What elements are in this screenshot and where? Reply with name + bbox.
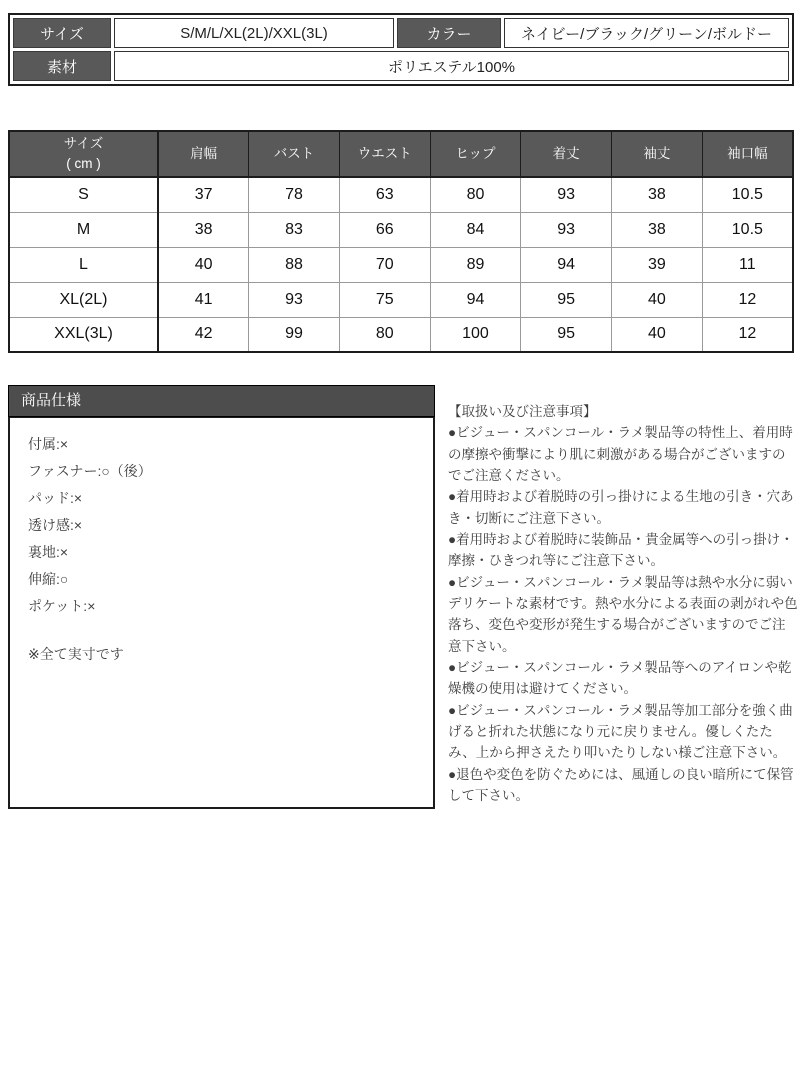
measure-cell: 89 [430, 247, 521, 282]
handling-note-item: ●退色や変色を防ぐためには、風通しの良い暗所にて保管して下さい。 [448, 766, 794, 803]
corner-header-unit: ( cm ) [66, 156, 101, 171]
table-row [9, 212, 793, 247]
size-value-cell: S/M/L/XL(2L)/XXL(3L) [114, 18, 394, 48]
measure-cell: 93 [521, 212, 612, 247]
spec-measurement-note: ※全て実寸です [28, 646, 124, 662]
handling-note-item: ●ビジュー・スパンコール・ラメ製品等へのアイロンや乾燥機の使用は避けてください。 [448, 659, 792, 697]
measure-cell: 40 [158, 247, 249, 282]
measure-cell: 80 [430, 177, 521, 212]
measure-cell: 10.5 [702, 177, 793, 212]
measure-cell: 42 [158, 317, 249, 352]
measure-cell: 75 [339, 282, 430, 317]
handling-note-item: ●ビジュー・スパンコール・ラメ製品等加工部分を強く曲げると折れた状態になり元に戻りません。優しくたたみ、上から押さえたり叩いたりしない様ご注意下さい。 [448, 702, 793, 761]
color-value-cell: ネイビー/ブラック/グリーン/ボルドー [504, 18, 789, 48]
column-header-cuff: 袖口幅 [702, 131, 793, 177]
measure-cell: 94 [430, 282, 521, 317]
handling-notes [448, 401, 798, 806]
size-chart-table [8, 130, 794, 353]
size-name-cell: XL(2L) [9, 282, 158, 317]
size-chart-header-row [9, 131, 793, 177]
measure-cell: 80 [339, 317, 430, 352]
measure-cell: 100 [430, 317, 521, 352]
measure-cell: 40 [612, 317, 703, 352]
measure-cell: 39 [612, 247, 703, 282]
measure-cell: 40 [612, 282, 703, 317]
spec-box-body [8, 417, 435, 809]
measure-cell: 95 [521, 282, 612, 317]
handling-note-item: ●ビジュー・スパンコール・ラメ製品等は熱や水分に弱いデリケートな素材です。熱や水分による表面の剥がれや色落ち、変色や変形が発生する場合がございますのでご注意下さい。 [448, 574, 798, 654]
measure-cell: 12 [702, 317, 793, 352]
material-label-cell: 素材 [13, 51, 111, 81]
spec-item-fastener: ファスナー:○（後） [28, 463, 152, 479]
measure-cell: 84 [430, 212, 521, 247]
measure-cell: 83 [249, 212, 340, 247]
column-header-shoulder: 肩幅 [158, 131, 249, 177]
size-label-cell: サイズ [13, 18, 111, 48]
info-row-size-color [13, 18, 789, 48]
handling-notes-title: 【取扱い及び注意事項】 [448, 404, 597, 419]
table-row [9, 247, 793, 282]
measure-cell: 12 [702, 282, 793, 317]
measure-cell: 11 [702, 247, 793, 282]
measure-cell: 37 [158, 177, 249, 212]
size-name-cell: M [9, 212, 158, 247]
measure-cell: 70 [339, 247, 430, 282]
measure-cell: 99 [249, 317, 340, 352]
material-value-cell: ポリエステル100% [114, 51, 789, 81]
corner-header-title: サイズ [63, 135, 104, 151]
measure-cell: 38 [612, 212, 703, 247]
spec-item-pad: パッド:× [28, 490, 83, 506]
measure-cell: 38 [612, 177, 703, 212]
spec-item-stretch: 伸縮:○ [28, 571, 69, 587]
color-label-cell: カラー [397, 18, 501, 48]
column-header-waist: ウエスト [339, 131, 430, 177]
size-name-cell: S [9, 177, 158, 212]
table-row [9, 317, 793, 352]
table-row [9, 177, 793, 212]
measure-cell: 93 [521, 177, 612, 212]
measure-cell: 93 [249, 282, 340, 317]
handling-note-item: ●ビジュー・スパンコール・ラメ製品等の特性上、着用時の摩擦や衝撃により肌に刺激がある場合がございますのでご注意ください。 [448, 425, 793, 483]
column-header-bust: バスト [249, 131, 340, 177]
measure-cell: 88 [249, 247, 340, 282]
spec-item-sheerness: 透け感:× [28, 517, 83, 533]
measure-cell: 38 [158, 212, 249, 247]
measure-cell: 95 [521, 317, 612, 352]
table-row [9, 282, 793, 317]
size-name-cell: XXL(3L) [9, 317, 158, 352]
info-row-material [13, 51, 789, 81]
spec-item-pocket: ポケット:× [28, 598, 96, 614]
spec-item-accessory: 付属:× [28, 436, 69, 452]
column-header-hip: ヒップ [430, 131, 521, 177]
product-info-table [8, 13, 794, 86]
size-name-cell: L [9, 247, 158, 282]
handling-note-item: ●着用時および着脱時の引っ掛けによる生地の引き・穴あき・切断にご注意下さい。 [448, 489, 794, 526]
measure-cell: 78 [249, 177, 340, 212]
product-spec-box [8, 385, 435, 809]
measure-cell: 41 [158, 282, 249, 317]
size-chart-corner-header [9, 131, 158, 177]
spec-item-lining: 裏地:× [28, 544, 69, 560]
measure-cell: 94 [521, 247, 612, 282]
column-header-sleeve: 袖丈 [612, 131, 703, 177]
handling-note-item: ●着用時および着脱時に装飾品・貴金属等への引っ掛け・摩擦・ひきつれ等にご注意下さい。 [448, 531, 794, 569]
measure-cell: 10.5 [702, 212, 793, 247]
spec-box-title: 商品仕様 [8, 385, 435, 417]
column-header-length: 着丈 [521, 131, 612, 177]
measure-cell: 66 [339, 212, 430, 247]
measure-cell: 63 [339, 177, 430, 212]
